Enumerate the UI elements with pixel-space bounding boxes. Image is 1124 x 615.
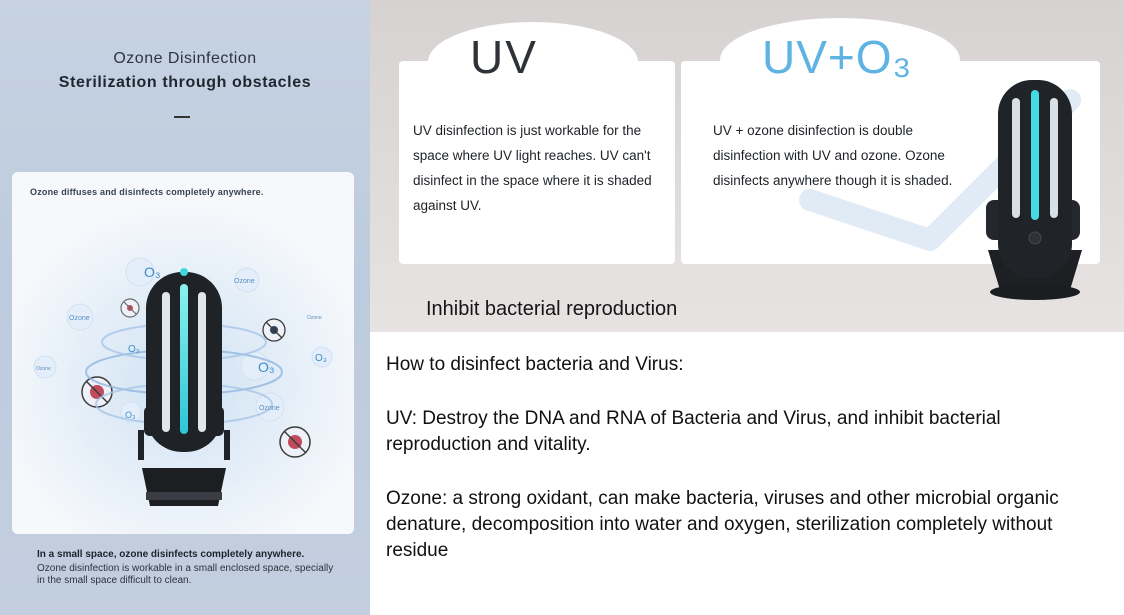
sterilizer-device: [986, 80, 1082, 300]
ozone-label: Ozone: [69, 315, 90, 322]
ozone-label: Ozone: [234, 278, 255, 285]
uv-comparison-section: [370, 0, 1124, 332]
ozone-label: Ozone: [36, 366, 51, 372]
o3-label: O₃: [258, 359, 275, 375]
panel-note-text: Ozone disinfection is workable in a small enclosed space, specially in the small space difficult to clean.: [37, 563, 334, 586]
panel-subheading: Sterilization through obstacles: [58, 74, 312, 91]
ozone-infographic-panel: [0, 0, 370, 615]
uv-description: UV disinfection is just workable for the space where UV light reaches. UV can't disinfect in the space where it is shaded against UV.: [413, 123, 652, 213]
divider: [174, 116, 190, 118]
bacteria-crossed-icon: [280, 427, 310, 457]
panel-heading: Ozone Disinfection: [113, 50, 257, 67]
o3-label: O₃: [144, 264, 161, 280]
o3-label: O₃: [125, 410, 136, 420]
sterilizer-device: [138, 268, 230, 506]
bacteria-crossed-icon: [263, 319, 285, 341]
explanation-section: [370, 332, 1124, 615]
o3-label: O₃: [315, 353, 327, 364]
inhibit-caption: Inhibit bacterial reproduction: [426, 298, 678, 320]
ozone-label: Ozone: [307, 315, 322, 321]
uv-o3-description: UV + ozone disinfection is double disinfection with UV and ozone. Ozone disinfects anywhere though it is shaded.: [713, 123, 953, 188]
bacteria-crossed-icon: [121, 299, 139, 317]
uv-title: UV: [470, 31, 538, 83]
device-photo: [370, 0, 1124, 332]
sterilizer-illustration: [12, 172, 354, 534]
uv-explanation: UV: Destroy the DNA and RNA of Bacteria and Virus, and inhibit bacterial reproduction and vitality.: [386, 408, 1001, 455]
ozone-diffusion-card: [12, 172, 354, 534]
uv-o3-title: UV+O₃: [762, 31, 913, 83]
explanation-heading: How to disinfect bacteria and Virus:: [386, 354, 684, 375]
o3-label: O₃: [128, 344, 140, 355]
ozone-explanation: Ozone: a strong oxidant, can make bacteria, viruses and other microbial organic denature, decomposition into water and oxygen, sterilization completely without residue: [386, 488, 1059, 561]
panel-note-title: In a small space, ozone disinfects completely anywhere.: [37, 549, 305, 560]
ozone-label: Ozone: [259, 405, 280, 412]
card-caption: Ozone diffuses and disinfects completely anywhere.: [30, 187, 264, 197]
